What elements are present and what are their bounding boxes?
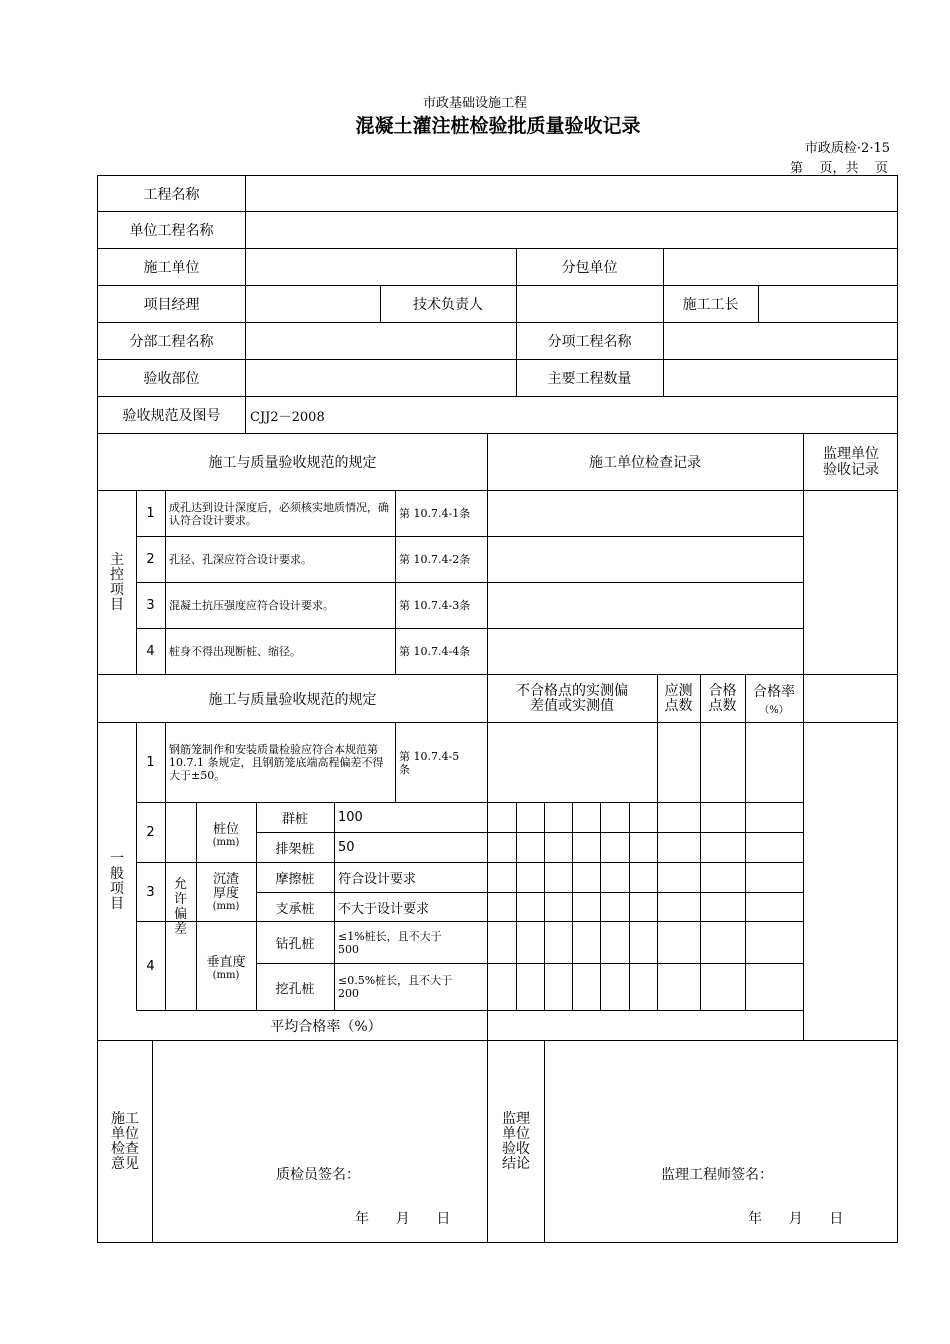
mm-unit: (mm): [212, 970, 240, 981]
main-spec-header: 施工与质量验收规范的规定: [208, 455, 377, 471]
item-number: 4: [146, 644, 155, 659]
inspector-signature-label: 质检员签名：: [276, 1167, 360, 1183]
dig-pile-label: 挖孔桩: [275, 981, 315, 997]
spec-label: 验收规范及图号: [122, 408, 221, 424]
pile-position-label: 桩位: [212, 821, 239, 837]
drill-pile-label: 钻孔桩: [275, 937, 315, 952]
pass-rate-header: 合格率: [753, 684, 795, 700]
row-pile-label: 排架桩: [275, 842, 315, 857]
item-clause: 第 10.7.4-1条: [399, 507, 471, 520]
mm-unit: (mm): [212, 836, 240, 848]
item-clause: 第 10.7.4-2条: [399, 553, 471, 566]
item-number: 4: [146, 958, 155, 974]
inspector-date: 年 月 日: [355, 1211, 451, 1227]
deviation-header: 不合格点的实测偏差值或实测值: [516, 682, 628, 714]
mm-unit: (mm): [212, 900, 240, 912]
tech-lead-label: 技术负责人: [413, 297, 483, 313]
item-number: 2: [146, 552, 155, 567]
item-text: 成孔达到设计深度后，必须核实地质情况，确认符合设计要求。: [169, 500, 389, 527]
construction-unit-label: 施工单位: [143, 260, 200, 276]
pass-rate-unit: （%）: [759, 705, 789, 716]
average-pass-rate-label: 平均合格率（%）: [270, 1018, 382, 1035]
item-text: 混凝土抗压强度应符合设计要求。: [169, 599, 334, 612]
item-number: 1: [146, 755, 155, 770]
general-spec-header: 施工与质量验收规范的规定: [208, 691, 377, 708]
group-pile-label: 群桩: [281, 812, 308, 827]
group-pile-value: 100: [338, 810, 363, 825]
project-manager-label: 项目经理: [143, 297, 200, 313]
general-group-label: 一般项目: [110, 850, 124, 912]
construction-opinion-label: 施工单位检查意见: [111, 1110, 139, 1172]
supervision-header: 监理单位验收记录: [823, 446, 879, 478]
subitem-label: 分项工程名称: [547, 334, 632, 350]
item-text: 钢筋笼制作和安装质量检验应符合本规范第 10.7.1 条规定，且钢筋笼底端高程偏差不得大于±50。: [169, 743, 384, 782]
row-pile-value: 50: [338, 840, 355, 855]
main-check-header: 施工单位检查记录: [589, 455, 701, 471]
item-number: 2: [146, 825, 155, 840]
allow-deviation-label: 允许偏差: [173, 876, 187, 937]
quantity-label: 主要工程数量: [547, 371, 632, 387]
item-clause: 第 10.7.4-4条: [399, 645, 471, 658]
unit-project-label: 单位工程名称: [129, 223, 214, 239]
main-control-group-label: 主控项目: [110, 551, 124, 613]
engineer-date: 年 月 日: [748, 1211, 844, 1227]
verticality-label: 垂直度: [206, 955, 246, 970]
pass-points-header: 合格点数: [708, 682, 737, 714]
part-label: 验收部位: [143, 371, 200, 387]
item-number: 1: [146, 506, 155, 521]
end-pile-label: 支承桩: [275, 901, 315, 917]
item-text: 孔径、孔深应符合设计要求。: [169, 553, 312, 566]
end-pile-value: 不大于设计要求: [338, 901, 430, 917]
project-name-label: 工程名称: [143, 186, 200, 203]
division-label: 分部工程名称: [129, 334, 214, 350]
item-clause: 第 10.7.4-5 条: [399, 749, 460, 776]
item-text: 桩身不得出现断桩、缩径。: [169, 645, 301, 658]
foreman-label: 施工工长: [682, 297, 739, 313]
subcontract-unit-label: 分包单位: [561, 260, 618, 276]
form-code: 市政质检·2·15: [804, 141, 890, 156]
drill-pile-value: ≤1%桩长，且不大于500: [338, 929, 442, 956]
supervision-conclusion-label: 监理单位验收结论: [502, 1110, 530, 1172]
engineer-signature-label: 监理工程师签名：: [661, 1167, 773, 1183]
page-number: 第 页，共 页: [789, 161, 888, 176]
category-title: 市政基础设施工程: [422, 96, 527, 111]
spec-value: CJJ2－2008: [250, 409, 325, 425]
item-number: 3: [146, 598, 155, 613]
dig-pile-value: ≤0.5%桩长，且不大于 200: [338, 974, 453, 1000]
sediment-label: 沉渣厚度: [212, 871, 239, 901]
measure-points-header: 应测点数: [664, 682, 693, 714]
item-clause: 第 10.7.4-3条: [399, 599, 471, 612]
friction-pile-value: 符合设计要求: [338, 872, 417, 887]
item-number: 3: [146, 884, 155, 900]
friction-pile-label: 摩擦桩: [275, 872, 315, 887]
page-title: 混凝土灌注桩检验批质量验收记录: [355, 115, 641, 137]
